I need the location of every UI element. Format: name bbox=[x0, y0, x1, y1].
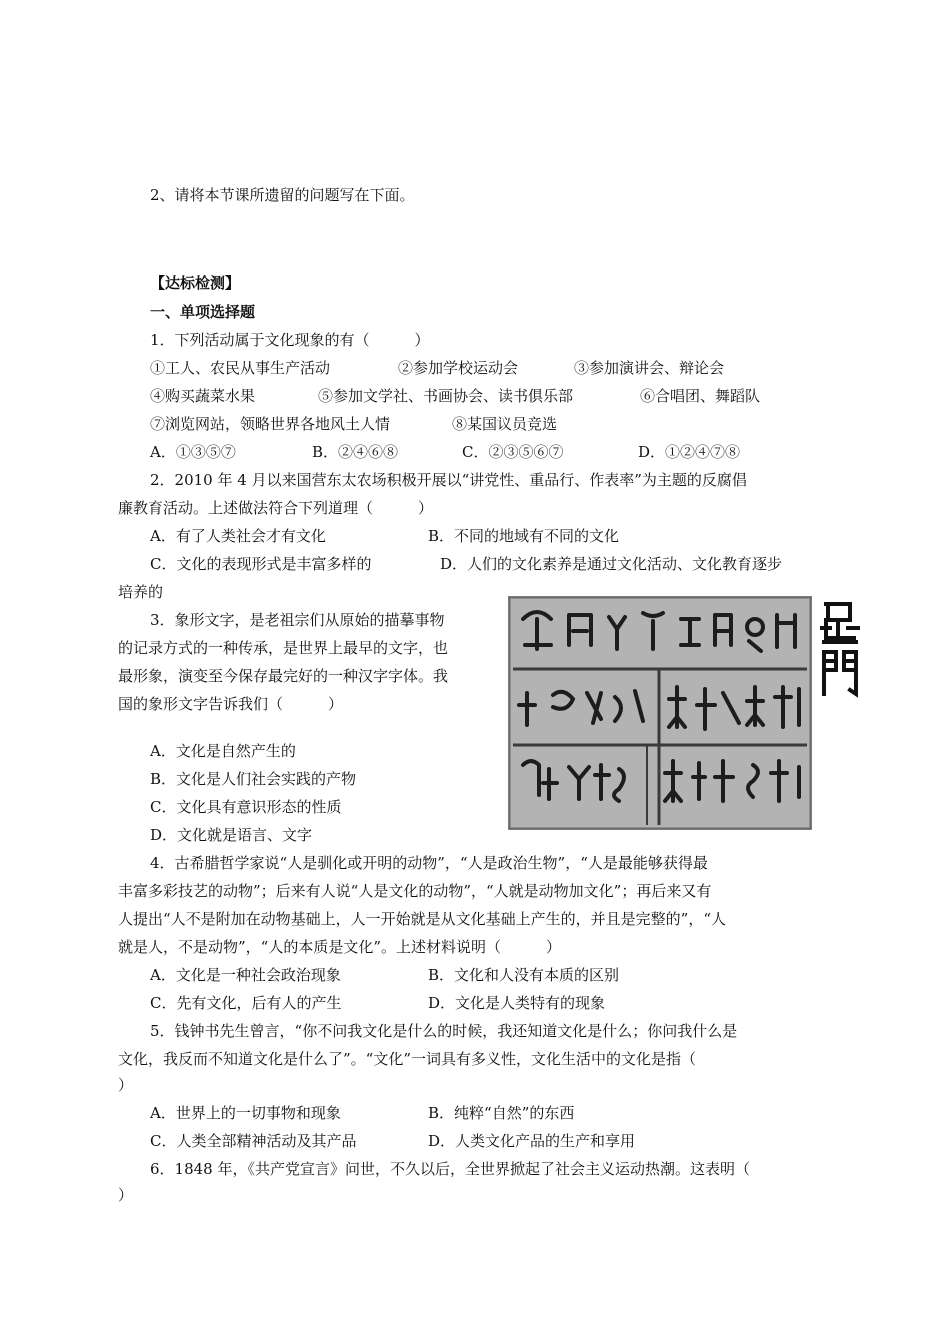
q4-option-c: C．先有文化，后有人的产生 bbox=[150, 994, 342, 1012]
q4-stem: 就是人，不是动物”，“人的本质是文化”。上述材料说明（ ） bbox=[118, 938, 562, 956]
q1-option-b: B．②④⑥⑧ bbox=[312, 443, 399, 461]
q1-item: ②参加学校运动会 bbox=[398, 359, 519, 377]
top-note: 2、请将本节课所遗留的问题写在下面。 bbox=[150, 186, 415, 204]
q3-stem: 最形象，演变至今保存最完好的一种汉字字体。我 bbox=[118, 667, 449, 685]
q2-stem: 2．2010 年 4 月以来国营东太农场积极开展以“讲党性、重品行、作表率”为主题的反腐倡 bbox=[150, 471, 747, 489]
q1-item: ⑥合唱团、舞蹈队 bbox=[640, 387, 761, 405]
section-title: 【达标检测】 bbox=[150, 274, 241, 292]
q2-stem: 廉教育活动。上述做法符合下列道理（ ） bbox=[118, 499, 434, 517]
q3-stem: 的记录方式的一种传承，是世界上最早的文字，也 bbox=[118, 639, 449, 657]
q5-stem: 文化，我反而不知道文化是什么了”。“文化”一词具有多义性，文化生活中的文化是指（ bbox=[118, 1050, 697, 1068]
q1-item: ④购买蔬菜水果 bbox=[150, 387, 256, 405]
q1-option-c: C．②③⑤⑥⑦ bbox=[462, 443, 564, 461]
q6-stem: ） bbox=[118, 1186, 134, 1204]
q3-stem: 国的象形文字告诉我们（ ） bbox=[118, 695, 344, 713]
q1-item: ③参加演讲会、辩论会 bbox=[574, 359, 725, 377]
q5-stem: 5．钱钟书先生曾言，“你不问我文化是什么的时候，我还知道文化是什么；你问我什么是 bbox=[150, 1022, 738, 1040]
q2-option-c: C．文化的表现形式是丰富多样的 bbox=[150, 555, 372, 573]
q5-option-c: C．人类全部精神活动及其产品 bbox=[150, 1132, 357, 1150]
q4-option-d: D．文化是人类特有的现象 bbox=[428, 994, 606, 1012]
part-title: 一、单项选择题 bbox=[150, 303, 256, 321]
q6-stem: 6．1848 年，《共产党宣言》问世，不久以后，全世界掀起了社会主义运动热潮。这表明（ bbox=[150, 1160, 750, 1178]
q3-option-d: D．文化就是语言、文字 bbox=[150, 826, 313, 844]
q4-stem: 4．古希腊哲学家说“人是驯化或开明的动物”，“人是政治生物”，“人是最能够获得最 bbox=[150, 854, 708, 872]
q2-option-b: B．不同的地域有不同的文化 bbox=[428, 527, 620, 545]
q1-stem: 1．下列活动属于文化现象的有（ ） bbox=[150, 331, 430, 349]
q5-option-d: D．人类文化产品的生产和享用 bbox=[428, 1132, 636, 1150]
q5-stem: ） bbox=[118, 1076, 134, 1094]
q2-option-d: D．人们的文化素养是通过文化活动、文化教育逐步 bbox=[440, 555, 783, 573]
q2-option-d-cont: 培养的 bbox=[118, 583, 164, 601]
q4-option-b: B．文化和人没有本质的区别 bbox=[428, 966, 620, 984]
q4-stem: 丰富多彩技艺的动物”；后来有人说“人是文化的动物”，“人就是动物加文化”；再后来又有 bbox=[118, 882, 712, 900]
seal-characters bbox=[818, 598, 862, 698]
q3-option-c: C．文化具有意识形态的性质 bbox=[150, 798, 342, 816]
q1-item: ①工人、农民从事生产活动 bbox=[150, 359, 331, 377]
q1-item: ⑦浏览网站，领略世界各地风土人情 bbox=[150, 415, 391, 433]
q2-option-a: A．有了人类社会才有文化 bbox=[150, 527, 326, 545]
q1-item: ⑤参加文学社、书画协会、读书俱乐部 bbox=[318, 387, 574, 405]
q5-option-a: A．世界上的一切事物和现象 bbox=[150, 1104, 341, 1122]
q5-option-b: B．纯粹“自然”的东西 bbox=[428, 1104, 575, 1122]
q4-stem: 人提出“人不是附加在动物基础上，人一开始就是从文化基础上产生的，并且是完整的”，“人 bbox=[118, 910, 727, 928]
q3-stem: 3．象形文字，是老祖宗们从原始的描摹事物 bbox=[150, 611, 445, 629]
q3-option-a: A．文化是自然产生的 bbox=[150, 742, 296, 760]
q1-option-d: D．①②④⑦⑧ bbox=[638, 443, 741, 461]
q1-item: ⑧某国议员竞选 bbox=[452, 415, 558, 433]
q1-option-a: A．①③⑤⑦ bbox=[150, 443, 236, 461]
pictograph-image bbox=[508, 596, 812, 830]
q4-option-a: A．文化是一种社会政治现象 bbox=[150, 966, 341, 984]
q3-option-b: B．文化是人们社会实践的产物 bbox=[150, 770, 357, 788]
